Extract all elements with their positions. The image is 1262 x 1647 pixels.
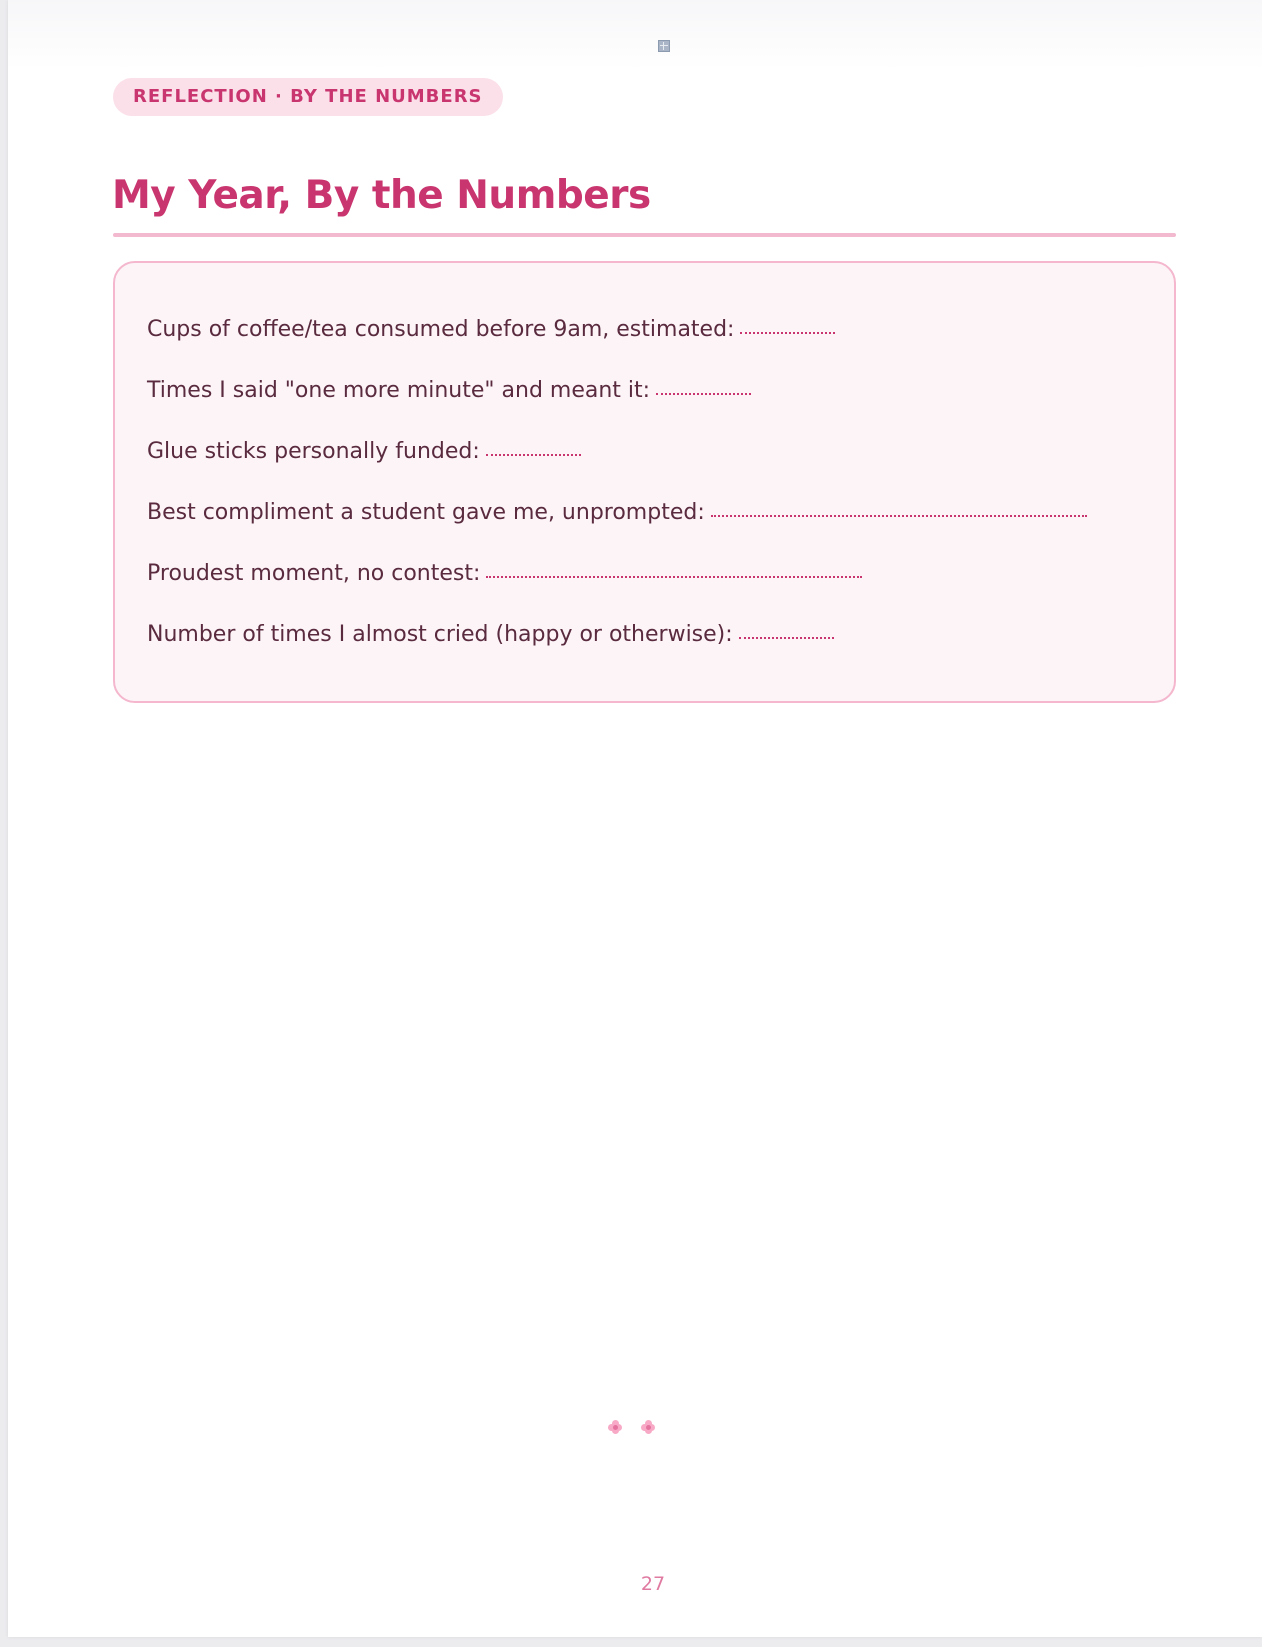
answer-blank[interactable] [486,454,581,456]
prompt-label: Proudest moment, no contest: [147,561,481,586]
prompt-list [147,299,1087,665]
flower-icon [641,1420,655,1434]
answer-blank[interactable] [739,637,834,639]
answer-blank[interactable] [656,393,751,395]
prompt-almost-cried [147,604,1087,665]
page-title: My Year, By the Numbers [112,173,651,218]
section-label: REFLECTION · BY THE NUMBERS [113,78,503,116]
prompt-coffee [147,299,1087,360]
prompt-card [113,261,1176,703]
prompt-one-more-minute [147,360,1087,421]
answer-blank[interactable] [486,576,862,578]
worksheet-page [8,0,1262,1637]
footer-ornament [608,1419,674,1439]
flower-icon [608,1420,622,1434]
prompt-label: Number of times I almost cried (happy or otherwise): [147,622,733,647]
prompt-glue-sticks [147,421,1087,482]
prompt-label: Best compliment a student gave me, unprompted: [147,500,705,525]
prompt-proudest-moment [147,543,1087,604]
grid-icon [658,40,670,52]
title-underline [113,233,1176,237]
answer-blank[interactable] [711,515,1087,517]
page-top-shadow [8,0,1262,70]
answer-blank[interactable] [740,332,835,334]
prompt-label: Cups of coffee/tea consumed before 9am, estimated: [147,317,735,342]
prompt-best-compliment [147,482,1087,543]
page-number: 27 [640,1573,666,1595]
prompt-label: Glue sticks personally funded: [147,439,480,464]
prompt-label: Times I said "one more minute" and meant it: [147,378,651,403]
